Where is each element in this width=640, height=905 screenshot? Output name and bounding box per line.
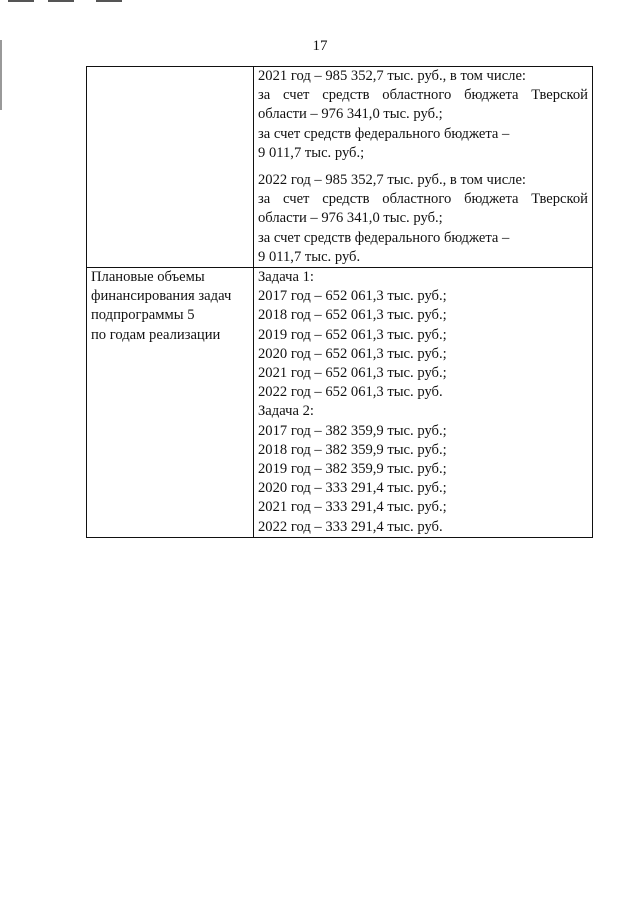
text-line: финансирования задач [91, 288, 232, 305]
task-heading: Задача 2: [258, 403, 314, 420]
text-line: 2022 год – 985 352,7 тыс. руб., в том числе: [258, 172, 526, 189]
table-cell-label [87, 268, 254, 538]
text-line: 9 011,7 тыс. руб.; [258, 144, 365, 161]
text-line: 2017 год – 382 359,9 тыс. руб.; [258, 422, 447, 439]
table-cell-task-funding [254, 268, 593, 538]
table-cell-empty [87, 67, 254, 268]
table-row [87, 67, 593, 268]
scan-artifact [48, 0, 74, 2]
text-line: за счет средств областного бюджета Тверской [258, 191, 588, 208]
page-number: 17 [312, 38, 328, 54]
table-cell-funding-2021-2022 [254, 67, 593, 268]
text-line: Плановые объемы [91, 269, 205, 286]
text-line: области – 976 341,0 тыс. руб.; [258, 210, 443, 227]
text-line: за счет средств федерального бюджета – [258, 229, 510, 246]
scan-artifact [96, 0, 122, 2]
text-line: 2021 год – 985 352,7 тыс. руб., в том числе: [258, 68, 526, 84]
task-heading: Задача 1: [258, 269, 314, 286]
table-row [87, 268, 593, 538]
text-line: 2019 год – 652 061,3 тыс. руб.; [258, 326, 447, 343]
text-line: 2020 год – 652 061,3 тыс. руб.; [258, 345, 447, 362]
text-line: области – 976 341,0 тыс. руб.; [258, 106, 443, 123]
text-line: 9 011,7 тыс. руб. [258, 248, 361, 265]
budget-table [86, 66, 593, 538]
text-line: 2020 год – 333 291,4 тыс. руб.; [258, 480, 447, 497]
text-line: за счет средств федерального бюджета – [258, 125, 510, 142]
scan-artifact [8, 0, 34, 2]
text-line: 2022 год – 333 291,4 тыс. руб. [258, 518, 443, 535]
text-line: 2018 год – 382 359,9 тыс. руб.; [258, 441, 447, 458]
text-line: 2022 год – 652 061,3 тыс. руб. [258, 384, 443, 401]
text-line: 2019 год – 382 359,9 тыс. руб.; [258, 461, 447, 478]
paragraph-gap [258, 163, 588, 171]
text-line: 2017 год – 652 061,3 тыс. руб.; [258, 288, 447, 305]
text-line: 2021 год – 333 291,4 тыс. руб.; [258, 499, 447, 516]
text-line: подпрограммы 5 [91, 307, 195, 324]
text-line: 2018 год – 652 061,3 тыс. руб.; [258, 307, 447, 324]
text-line: 2021 год – 652 061,3 тыс. руб.; [258, 365, 447, 382]
text-line: за счет средств областного бюджета Тверской [258, 87, 588, 104]
text-line: по годам реализации [91, 326, 221, 343]
